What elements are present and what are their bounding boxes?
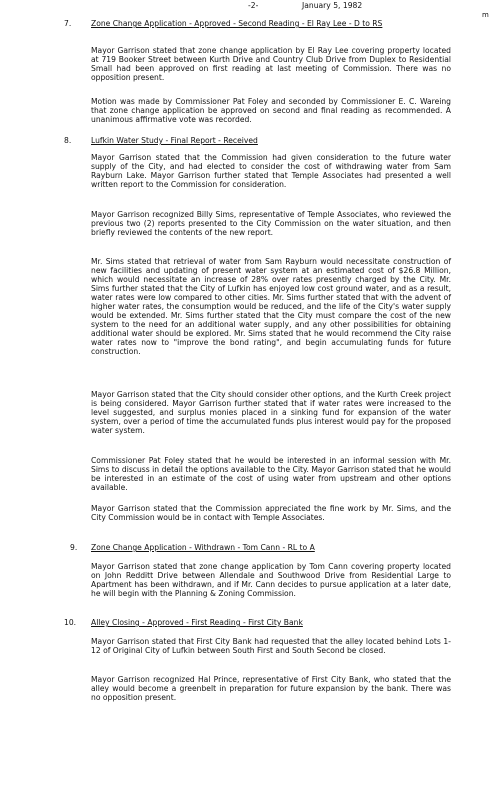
paragraph: Mayor Garrison stated that First City Bank had requested that the alley located behind Lots 1-12 of Original City of Lufkin between South First and South Second be closed. (91, 637, 451, 655)
paragraph: Mayor Garrison recognized Hal Prince, representative of First City Bank, who stated that the alley would become a greenbelt in preparation for future expansion by the bank. There was no opposition present. (91, 675, 451, 702)
paragraph: Mayor Garrison stated that the Commission appreciated the fine work by Mr. Sims, and the City Commission would be in contact with Temple Associates. (91, 504, 451, 522)
paragraph: Motion was made by Commissioner Pat Foley and seconded by Commissioner E. C. Wareing that zone change application be approved on second and final reading as recommended. A unanimous affirmative vote was recorded. (91, 97, 451, 124)
meeting-date: January 5, 1982 (302, 1, 363, 10)
item-number: 10. (64, 618, 77, 627)
item-title: Lufkin Water Study - Final Report - Received (91, 136, 258, 145)
paragraph: Mayor Garrison stated that zone change application by El Ray Lee covering property located at 719 Booker Street between Kurth Drive and Country Club Drive from Duplex to Residential Small had been approved on first reading at last meeting of Commission. There was no opposition present. (91, 46, 451, 82)
margin-mark: m (482, 11, 489, 19)
paragraph: Mayor Garrison recognized Billy Sims, representative of Temple Associates, who reviewed the previous two (2) reports presented to the City Commission on the water situation, and then briefly reviewed the contents of the new report. (91, 210, 451, 237)
item-number: 8. (64, 136, 72, 145)
item-number: 9. (70, 543, 78, 552)
paragraph: Mayor Garrison stated that zone change application by Tom Cann covering property located on John Redditt Drive between Allendale and Southwood Drive from Residential Large to Apartment has been withdrawn, and if Mr. Cann decides to pursue application at a later date, he will begin with the Planning & Zoning Commission. (91, 562, 451, 598)
page-header (0, 1, 491, 19)
paragraph: Mayor Garrison stated that the City should consider other options, and the Kurth Creek project is being considered. Mayor Garrison further stated that if water rates were increased to the level suggested, and surplus monies placed in a sinking fund for expansion of the water system, over a period of time the accumulated funds plus interest would pay for the proposed water system. (91, 390, 451, 435)
item-title: Alley Closing - Approved - First Reading - First City Bank (91, 618, 303, 627)
item-number: 7. (64, 19, 72, 28)
paragraph: Mayor Garrison stated that the Commission had given consideration to the future water supply of the City, and had elected to consider the cost of withdrawing water from Sam Rayburn Lake. Mayor Garrison further stated that Temple Associates had presented a well written report to the Commission for consideration. (91, 153, 451, 189)
item-title: Zone Change Application - Approved - Second Reading - El Ray Lee - D to RS (91, 19, 383, 28)
paragraph: Mr. Sims stated that retrieval of water from Sam Rayburn would necessitate construction of new facilities and updating of present water system at an estimated cost of $26.8 Million, which would necessitate an increase of 28% over rates presently charged by the City. Mr. Sims further stated that the City of Lufkin has enjoyed low cost ground water, and as a result, water rates were low compared to other cities. Mr. Sims further stated that with the advent of higher water rates, the consumption would be reduced, and the life of the City's water supply would be extended. Mr. Sims further stated that the City must compare the cost of the new system to the need for an additional water supply, and any other possibilities for obtaining additional water should be explored. Mr. Sims stated that he would recommend the City raise water rates now to "improve the bond rating", and begin accumulating funds for future construction. (91, 257, 451, 356)
page-number: -2- (248, 1, 259, 10)
paragraph: Commissioner Pat Foley stated that he would be interested in an informal session with Mr. Sims to discuss in detail the options available to the City. Mayor Garrison stated that he would be interested in an estimate of the cost of using water from upstream and other options available. (91, 456, 451, 492)
item-title: Zone Change Application - Withdrawn - Tom Cann - RL to A (91, 543, 315, 552)
